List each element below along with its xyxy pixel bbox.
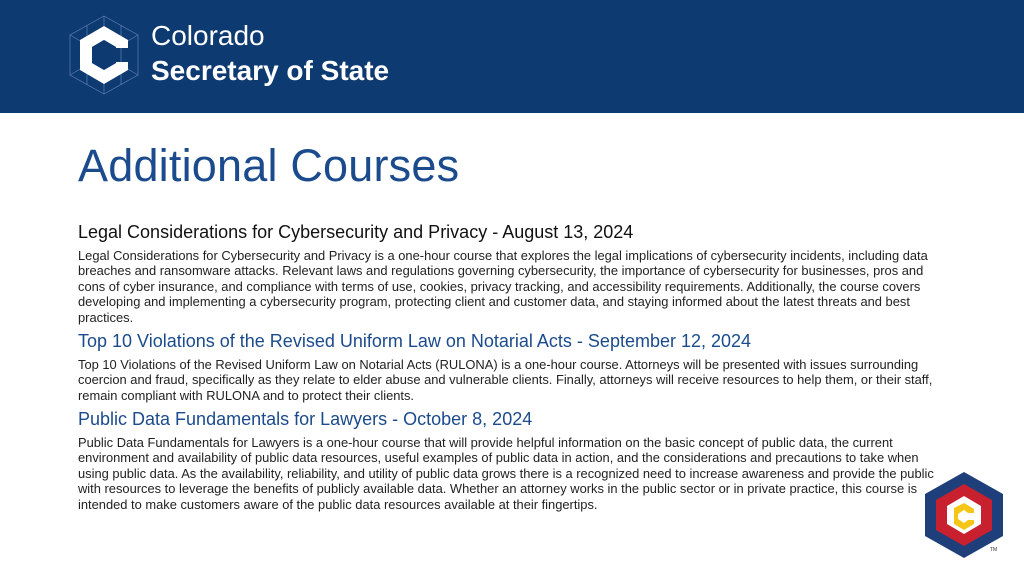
colorado-c-logo-icon bbox=[68, 14, 140, 96]
course-description: Top 10 Violations of the Revised Uniform Law on Notarial Acts (RULONA) is a one-hour course. Attorneys will be presented with issues surrounding coercion and fraud, specifically as they relate to elder abuse and vulnerable clients. Finally, attorneys will receive resources to help them, or their staff, remain compliant with RULONA and to protect their clients. bbox=[78, 356, 933, 403]
course-list bbox=[78, 220, 948, 518]
course-description: Public Data Fundamentals for Lawyers is a one-hour course that will provide helpful information on the basic concept of public data, the current environment and availability of public data resources, useful examples of public data in action, and the considerations and precautions to take when using public data. As the availability, reliability, and utility of public data grows there is a recognized need to increase awareness and provide the public with resources to leverage the benefits of publicly available data. Whether an attorney works in the public sector or in private practice, this course is intended to make customers aware of the public data resources available at their fingertips. bbox=[78, 434, 934, 512]
trademark-mark: TM bbox=[990, 547, 998, 553]
course-title: Top 10 Violations of the Revised Uniform Law on Notarial Acts - September 12, 2024 bbox=[78, 331, 752, 352]
course-item bbox=[78, 409, 948, 512]
course-title: Public Data Fundamentals for Lawyers - October 8, 2024 bbox=[78, 409, 533, 430]
brand-colorado: Colorado bbox=[151, 20, 265, 51]
page-title: Additional Courses bbox=[78, 140, 460, 191]
course-item bbox=[78, 222, 948, 325]
course-description: Legal Considerations for Cybersecurity and Privacy is a one-hour course that explores the legal implications of cybersecurity incidents, including data breaches and ransomware attacks. Relevant laws and regulations governing cybersecurity, the importance of cybersecurity for businesses, pros and cons of cyber insurance, and compliance with terms of use, cookies, privacy tracking, and accessibility requirements. Additionally, the course covers developing and implementing a cybersecurity program, protecting client and customer data, and staying informed about the latest threats and best practices. bbox=[78, 247, 928, 325]
course-title: Legal Considerations for Cybersecurity and Privacy - August 13, 2024 bbox=[78, 222, 634, 242]
course-item bbox=[78, 331, 948, 403]
header-bar bbox=[0, 0, 1024, 113]
brand-secretary-of-state: Secretary of State bbox=[151, 55, 390, 86]
